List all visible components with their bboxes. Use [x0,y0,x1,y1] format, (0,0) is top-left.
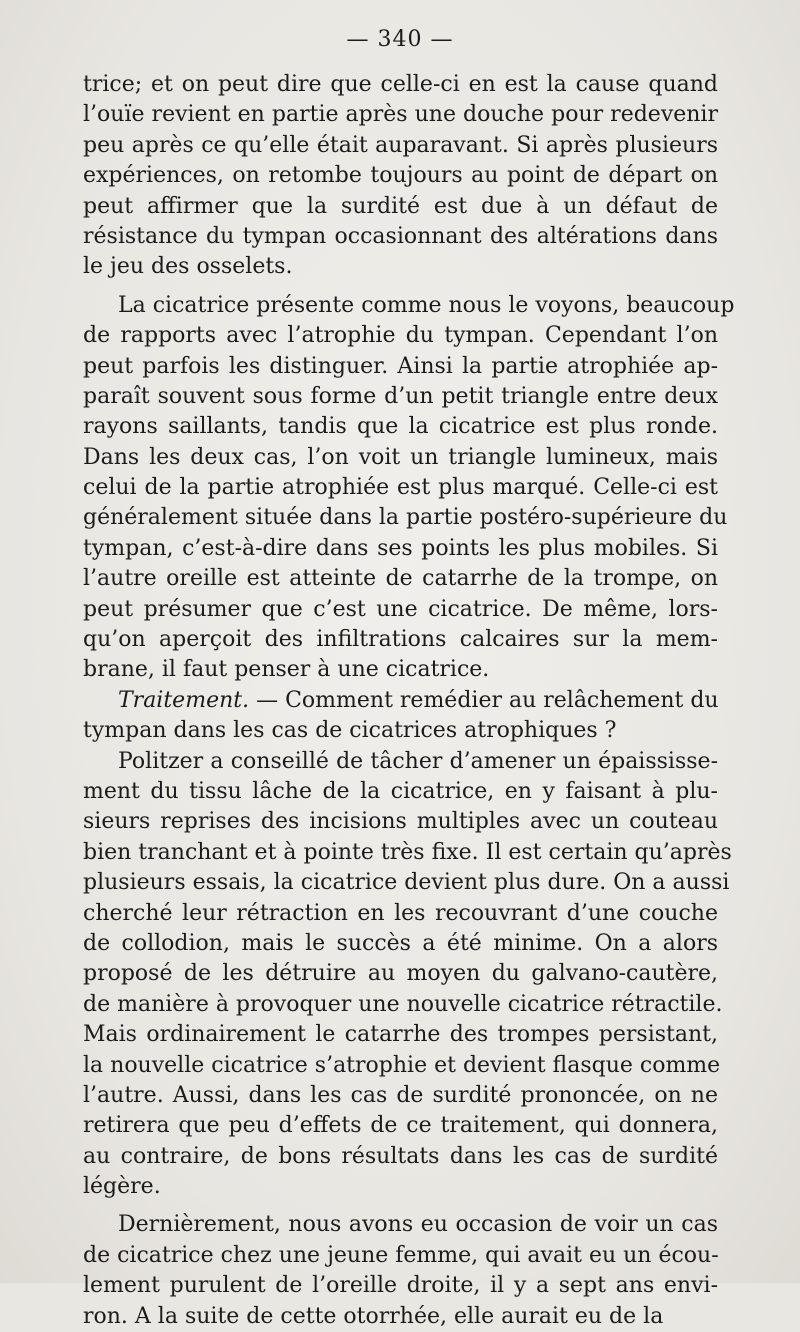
text-line: de rapports avec l’atrophie du tympan. Cependant l’on [83,323,718,349]
text-line: bien tranchant et à pointe très fixe. Il est certain qu’après [83,839,732,865]
text-line: ron. A la suite de cette otorrhée, elle aurait eu de la [83,1303,664,1329]
text-line: cherché leur rétraction en les recouvrant d’une couche [83,900,718,926]
text-line: rayons saillants, tandis que la cicatrice est plus ronde. [83,414,718,440]
text-line: l’autre oreille est atteinte de catarrhe de la trompe, on [83,566,718,592]
text-line: expériences, on retombe toujours au point de départ on [83,163,718,189]
text-line: brane, il faut penser à une cicatrice. [83,657,490,683]
text-line: celui de la partie atrophiée est plus marqué. Celle-ci est [83,475,718,501]
text-line: généralement située dans la partie postéro-supérieure du [83,505,728,531]
text-line: qu’on aperçoit des infiltrations calcaires sur la mem- [83,627,718,653]
text-line: de collodion, mais le succès a été minime. On a alors [83,930,718,956]
text-line: la nouvelle cicatrice s’atrophie et devient flasque comme [83,1052,721,1078]
text-line: au contraire, de bons résultats dans les cas de surdité [83,1143,718,1169]
paragraph [83,1210,718,1332]
page-number: — 340 — [346,27,454,52]
paragraph-gap [83,1202,718,1210]
text-line: tympan, c’est-à-dire dans ses points les plus mobiles. Si [83,535,718,561]
text-line: Mais ordinairement le catarrhe des trompes persistant, [83,1022,718,1048]
text-line: Politzer a conseillé de tâcher d’amener un épaississe- [118,748,718,774]
text-line: La cicatrice présente comme nous le voyons, beaucoup [118,292,735,318]
text-line: l’ouïe revient en partie après une douche pour redevenir [83,102,718,128]
paragraph [83,686,718,747]
text-line: peut présumer que c’est une cicatrice. De même, lors- [83,596,718,622]
text-line: sieurs reprises des incisions multiples avec un couteau [83,809,718,835]
paragraph [83,70,718,283]
text-line [83,686,718,716]
text-line-rest: — Comment remédier au relâchement du [249,687,719,713]
text-line: retirera que peu d’effets de ce traitement, qui donnera, [83,1113,718,1139]
text-line: légère. [83,1174,161,1200]
paragraph-gap [83,283,718,291]
text-line: Dans les deux cas, l’on voit un triangle lumineux, mais [83,444,718,470]
body-text [83,70,735,1332]
text-line: tympan dans les cas de cicatrices atrophiques ? [83,718,617,744]
paragraph [83,291,735,686]
text-line: résistance du tympan occasionnant des altérations dans [83,223,718,249]
text-line: de cicatrice chez une jeune femme, qui avait eu un écou- [83,1242,719,1268]
text-line: plusieurs essais, la cicatrice devient plus dure. On a aussi [83,870,730,896]
text-line: Dernièrement, nous avons eu occasion de voir un cas [118,1212,718,1238]
text-line: peut parfois les distinguer. Ainsi la partie atrophiée ap- [83,353,718,379]
text-line: peut affirmer que la surdité est due à un défaut de [83,193,718,219]
text-line: proposé de les détruire au moyen du galvano-cautère, [83,961,718,987]
text-line: de manière à provoquer une nouvelle cicatrice rétractile. [83,991,723,1017]
section-heading: Traitement. [118,687,250,713]
paragraph [83,747,732,1203]
text-line: lement purulent de l’oreille droite, il y a sept ans envi- [83,1273,718,1299]
text-line: peu après ce qu’elle était auparavant. Si après plusieurs [83,132,718,158]
text-line: ment du tissu lâche de la cicatrice, en y faisant à plu- [83,778,718,804]
text-line: le jeu des osselets. [83,254,293,280]
text-line: paraît souvent sous forme d’un petit triangle entre deux [83,383,718,409]
text-line: l’autre. Aussi, dans les cas de surdité prononcée, on ne [83,1082,718,1108]
text-line: trice; et on peut dire que celle-ci en est la cause quand [83,72,718,97]
